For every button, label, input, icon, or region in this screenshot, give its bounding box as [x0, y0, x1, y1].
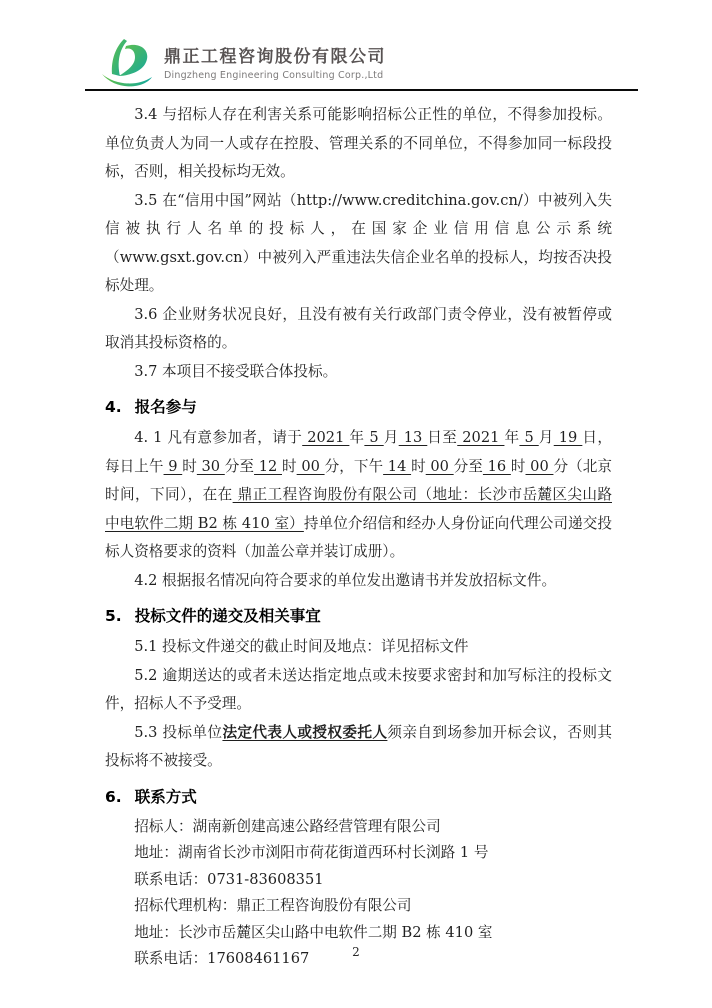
text-segment: 9 [163, 457, 183, 475]
clause-4-2 [105, 567, 612, 596]
text-segment: 年 [349, 429, 365, 446]
text-segment: 分至 [224, 457, 255, 475]
text-segment: 3.6 企业财务状况良好，且没有被有关行政部门责令停业，没有被暂停或取消其投标资格的。 [105, 305, 612, 351]
section-number: 6. [105, 787, 122, 806]
company-name-cn: 鼎正工程咨询股份有限公司 [164, 47, 386, 67]
clause-3-7 [105, 358, 612, 387]
text-segment: 19 [553, 429, 583, 446]
clause-5-1 [105, 633, 612, 662]
section-number: 4. [105, 398, 122, 416]
text-segment: 5 [519, 429, 539, 446]
contact-agency: 招标代理机构：鼎正工程咨询股份有限公司 [134, 897, 412, 914]
section-6-heading [105, 787, 612, 807]
contact-tenderer-address: 地址：湖南省长沙市浏阳市荷花街道西环村长浏路 1 号 [134, 844, 489, 861]
text-segment: 2021 [302, 429, 350, 446]
text-segment: 12 [254, 457, 282, 475]
section-title: 联系方式 [134, 787, 197, 806]
section-title: 报名参与 [134, 398, 197, 416]
text-segment: 分（北京时间，下同），在在 [105, 457, 612, 503]
text-segment: 4.2 根据报名情况向符合要求的单位发出邀请书并发放招标文件。 [134, 571, 557, 589]
company-name-block [164, 47, 386, 81]
text-segment: 13 [398, 429, 428, 446]
text-segment: 月 [383, 429, 399, 446]
clause-4-1 [105, 424, 612, 567]
text-segment: 3.7 本项目不接受联合体投标。 [134, 362, 338, 380]
text-segment: 鼎正工程咨询股份有限公司（地址：长沙市岳麓区尖山路中电软件二期 B2 栋 410 室） [105, 486, 612, 532]
text-segment: 分，下午 [324, 457, 384, 475]
section-number: 5. [105, 607, 122, 625]
text-segment: 2021 [457, 429, 505, 446]
text-segment: 00 [296, 457, 325, 475]
text-segment: 时 [510, 457, 526, 475]
document-body [105, 101, 612, 973]
text-segment: 5.3 投标单位 [134, 723, 223, 741]
company-logo-icon [99, 38, 155, 90]
clause-3-5 [105, 187, 612, 301]
header-divider [85, 89, 638, 91]
text-segment: 日，每日上午 [105, 429, 612, 475]
text-segment: 3.5 在“信用中国”网站（http://www.creditchina.gov.cn/）中被列入失信被执行人名单的投标人，在国家企业信用信息公示系统（www.gsxt.gov.cn）中被列入严重违法失信企业名单的投标人，均按否决投标处理。 [105, 191, 612, 294]
clause-5-3 [105, 719, 612, 776]
section-title: 投标文件的递交及相关事宜 [134, 607, 321, 625]
clause-5-2 [105, 662, 612, 719]
text-segment: 5 [364, 429, 384, 446]
text-segment: 5.2 逾期送达的或者未送达指定地点或未按要求密封和加写标注的投标文件，招标人不予受理。 [105, 666, 612, 712]
text-segment: 4. 1 凡有意参加者，请于 [134, 429, 303, 446]
text-segment: 日至 [427, 429, 458, 446]
text-segment: 时 [411, 457, 426, 475]
text-segment: 3.4 与招标人存在利害关系可能影响招标公正性的单位，不得参加投标。单位负责人为同一人或存在控股、管理关系的不同单位，不得参加同一标段投标，否则，相关投标均无效。 [105, 106, 612, 180]
page-number: 2 [352, 945, 360, 959]
text-segment: 时 [282, 457, 297, 475]
text-segment: 法定代表人或授权委托人 [222, 723, 388, 741]
text-segment: 00 [525, 457, 554, 475]
section-5-heading [105, 606, 612, 626]
clause-3-6 [105, 301, 612, 358]
section-4-heading [105, 397, 612, 417]
text-segment: 时 [182, 457, 197, 475]
text-segment: 分至 [453, 457, 483, 475]
text-segment: 16 [482, 457, 511, 475]
clause-3-4 [105, 101, 612, 187]
text-segment: 00 [425, 457, 454, 475]
contact-agency-phone: 联系电话：17608461167 [134, 950, 310, 967]
contact-tenderer-phone: 联系电话：0731-83608351 [134, 870, 324, 888]
text-segment: 须亲自到场参加开标会议，否则其投标将不被接受。 [105, 723, 612, 769]
text-segment: 14 [383, 457, 412, 475]
company-name-en: Dingzheng Engineering Consulting Corp.,Ltd [164, 70, 384, 81]
contact-agency-address: 地址：长沙市岳麓区尖山路中电软件二期 B2 栋 410 室 [134, 923, 493, 941]
letterhead [99, 38, 386, 90]
text-segment: 5.1 投标文件递交的截止时间及地点：详见招标文件 [134, 638, 469, 655]
text-segment: 持单位介绍信和经办人身份证向代理公司递交投标人资格要求的资料（加盖公章并装订成册）。 [105, 514, 612, 560]
text-segment: 年 [504, 429, 520, 446]
text-segment: 月 [538, 429, 554, 446]
text-segment: 30 [196, 457, 225, 475]
contact-tenderer: 招标人：湖南新创建高速公路经营管理有限公司 [134, 817, 441, 835]
